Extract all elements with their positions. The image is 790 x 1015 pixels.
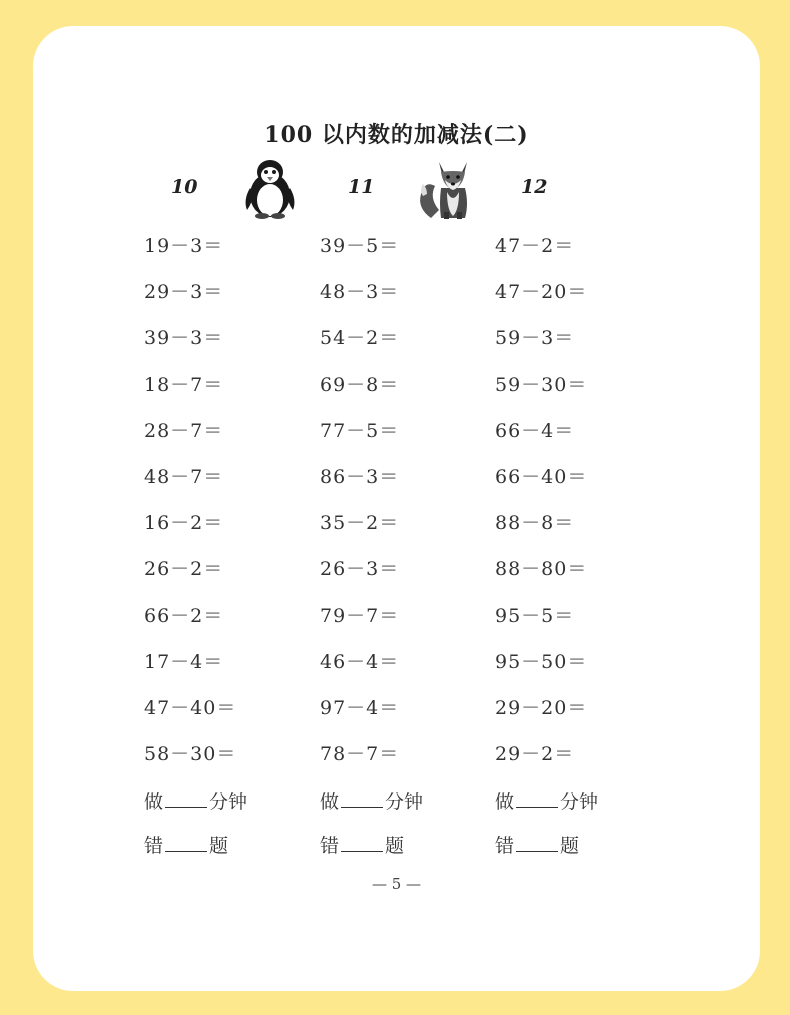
- error-blank[interactable]: [165, 833, 207, 852]
- problem-item: 95－50＝: [495, 650, 588, 673]
- time-taken-field: [144, 787, 247, 814]
- column-number-11: 11: [348, 176, 375, 198]
- error-suffix: 题: [209, 835, 229, 857]
- problem-item: 47－20＝: [495, 281, 588, 304]
- problem-item: 29－2＝: [495, 743, 575, 766]
- problem-item: 54－2＝: [320, 327, 400, 350]
- problem-item: 28－7＝: [144, 419, 224, 442]
- problem-item: 39－3＝: [144, 327, 224, 350]
- problem-column-10: [144, 231, 314, 785]
- problem-item: 26－2＝: [144, 558, 224, 581]
- problem-column-12: [495, 231, 665, 785]
- column-number-12: 12: [521, 176, 548, 198]
- time-blank[interactable]: [165, 789, 207, 808]
- penguin-icon: [241, 158, 299, 220]
- problem-column-11: [320, 231, 490, 785]
- problem-item: 97－4＝: [320, 696, 400, 719]
- page-number: — 5 —: [371, 875, 422, 893]
- errors-field: [495, 831, 579, 858]
- problem-item: 46－4＝: [320, 650, 400, 673]
- problem-item: 48－3＝: [320, 281, 400, 304]
- problem-item: 29－20＝: [495, 696, 588, 719]
- problem-item: 79－7＝: [320, 604, 400, 627]
- problem-item: 18－7＝: [144, 373, 224, 396]
- problem-item: 69－8＝: [320, 373, 400, 396]
- error-suffix: 题: [385, 835, 405, 857]
- problem-item: 88－8＝: [495, 512, 575, 535]
- problem-item: 19－3＝: [144, 235, 224, 257]
- error-prefix: 错: [495, 835, 515, 857]
- time-prefix: 做: [144, 791, 164, 813]
- problem-item: 88－80＝: [495, 558, 588, 581]
- problem-item: 39－5＝: [320, 235, 400, 257]
- time-taken-field: [320, 787, 423, 814]
- problem-item: 66－2＝: [144, 604, 224, 627]
- time-blank[interactable]: [341, 789, 383, 808]
- problem-item: 47－2＝: [495, 235, 575, 257]
- problem-item: 35－2＝: [320, 512, 400, 535]
- error-blank[interactable]: [341, 833, 383, 852]
- problem-item: 95－5＝: [495, 604, 575, 627]
- problem-item: 78－7＝: [320, 743, 400, 766]
- errors-field: [320, 831, 404, 858]
- problem-item: 26－3＝: [320, 558, 400, 581]
- worksheet-page: [33, 26, 760, 991]
- problem-item: 29－3＝: [144, 281, 224, 304]
- column-number-10: 10: [171, 176, 198, 198]
- problem-item: 59－3＝: [495, 327, 575, 350]
- fox-icon: [417, 158, 479, 220]
- error-prefix: 错: [320, 835, 340, 857]
- problem-item: 59－30＝: [495, 373, 588, 396]
- time-prefix: 做: [320, 791, 340, 813]
- problem-item: 47－40＝: [144, 696, 237, 719]
- time-suffix: 分钟: [209, 791, 248, 813]
- time-prefix: 做: [495, 791, 515, 813]
- time-suffix: 分钟: [385, 791, 424, 813]
- problem-item: 66－40＝: [495, 465, 588, 488]
- problem-item: 86－3＝: [320, 465, 400, 488]
- error-suffix: 题: [560, 835, 580, 857]
- problem-item: 17－4＝: [144, 650, 224, 673]
- problem-item: 48－7＝: [144, 465, 224, 488]
- error-blank[interactable]: [516, 833, 558, 852]
- time-taken-field: [495, 787, 598, 814]
- page-title: 100 以内数的加减法(二): [264, 122, 529, 148]
- problem-item: 58－30＝: [144, 743, 237, 766]
- errors-field: [144, 831, 228, 858]
- problem-item: 16－2＝: [144, 512, 224, 535]
- problem-item: 66－4＝: [495, 419, 575, 442]
- time-suffix: 分钟: [560, 791, 599, 813]
- time-blank[interactable]: [516, 789, 558, 808]
- error-prefix: 错: [144, 835, 164, 857]
- problem-item: 77－5＝: [320, 419, 400, 442]
